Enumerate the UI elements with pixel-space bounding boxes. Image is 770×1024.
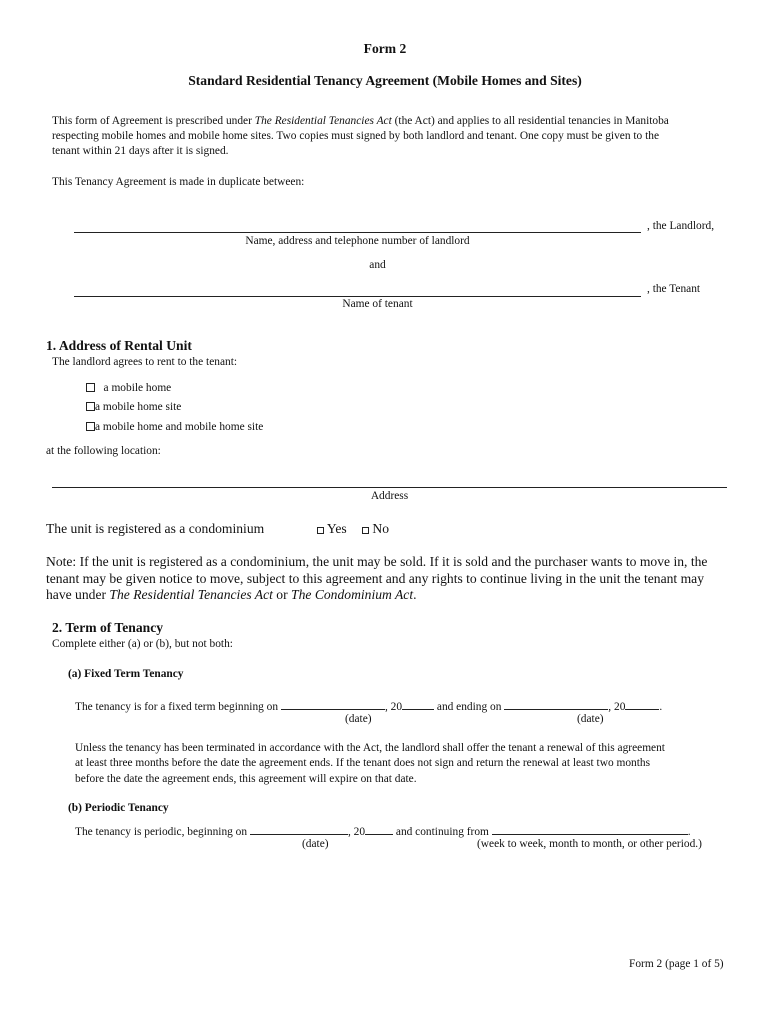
address-caption: Address — [370, 490, 409, 502]
periodic-period-field[interactable] — [492, 823, 688, 835]
note-line-2: tenant may be given notice to move, subject to this agreement and any rights to continue living in the unit the tenant may — [46, 571, 705, 586]
duplicate-statement: This Tenancy Agreement is made in duplicate between: — [52, 176, 305, 188]
fixed-start-date-field[interactable] — [281, 698, 385, 710]
act-title: The Condominium Act — [291, 587, 414, 602]
checkbox[interactable] — [86, 402, 95, 411]
address-line[interactable] — [52, 487, 727, 488]
condo-yes-option[interactable]: Yes — [317, 521, 347, 537]
section-1-heading: 1. Address of Rental Unit — [46, 338, 192, 353]
periodic-start-date-field[interactable] — [250, 823, 348, 835]
location-label: at the following location: — [46, 445, 161, 457]
section-2-intro: Complete either (a) or (b), but not both: — [52, 638, 233, 650]
renewal-line-1: Unless the tenancy has been terminated in accordance with the Act, the landlord shall offer the tenant a renewal of this agreement — [75, 742, 665, 754]
option-mobile-home[interactable]: a mobile home — [86, 382, 171, 394]
option-mobile-home-site[interactable]: a mobile home site — [86, 401, 181, 413]
condo-label: The unit is registered as a condominium — [46, 521, 265, 536]
periodic-line: The tenancy is periodic, beginning on , 20 and continuing from . — [75, 823, 691, 838]
fixed-end-date-field[interactable] — [504, 698, 608, 710]
act-title: The Residential Tenancies Act — [254, 115, 392, 127]
checkbox[interactable] — [86, 422, 95, 431]
act-title: The Residential Tenancies Act — [109, 587, 273, 602]
section-1-intro: The landlord agrees to rent to the tenant: — [52, 356, 238, 368]
fixed-term-line: The tenancy is for a fixed term beginning on , 20 and ending on , 20 . — [75, 698, 662, 713]
option-home-and-site[interactable]: a mobile home and mobile home site — [86, 421, 263, 433]
intro-line-2: respecting mobile homes and mobile home sites. Two copies must signed by both landlord and tenant. One copy must be given to the — [52, 130, 660, 142]
end-date-caption: (date) — [577, 713, 604, 725]
landlord-caption: Name, address and telephone number of landlord — [245, 235, 470, 247]
start-date-caption: (date) — [345, 713, 372, 725]
and-text: and — [369, 259, 386, 271]
fixed-end-year-field[interactable] — [625, 698, 659, 710]
landlord-suffix: , the Landlord, — [647, 220, 715, 232]
note-line-1: Note: If the unit is registered as a condominium, the unit may be sold. If it is sold and the purchaser wants to move in, the — [46, 554, 708, 569]
tenant-caption: Name of tenant — [342, 298, 413, 310]
section-2-heading: 2. Term of Tenancy — [52, 620, 164, 635]
renewal-line-3: before the date the agreement ends, this agreement will expire on that date. — [75, 773, 417, 785]
note-line-3: have under The Residential Tenancies Act or The Condominium Act. — [46, 587, 417, 602]
intro-line-1: This form of Agreement is prescribed under The Residential Tenancies Act (the Act) and applies to all residential tenancies in Manitoba — [52, 115, 669, 127]
checkbox[interactable] — [86, 383, 95, 392]
periodic-start-year-field[interactable] — [365, 823, 393, 835]
checkbox[interactable] — [317, 527, 324, 534]
form-number: Form 2 — [363, 41, 407, 56]
tenant-line[interactable] — [74, 296, 641, 297]
landlord-line[interactable] — [74, 232, 641, 233]
fixed-term-heading: (a) Fixed Term Tenancy — [68, 668, 184, 680]
checkbox[interactable] — [362, 527, 369, 534]
renewal-line-2: at least three months before the date the agreement ends. If the tenant does not sign and return the renewal at least two months — [75, 757, 651, 769]
condo-no-option[interactable]: No — [362, 521, 389, 537]
fixed-start-year-field[interactable] — [402, 698, 434, 710]
tenant-suffix: , the Tenant — [647, 283, 701, 295]
period-caption: (week to week, month to month, or other period.) — [477, 838, 702, 850]
intro-line-3: tenant within 21 days after it is signed. — [52, 145, 229, 157]
periodic-heading: (b) Periodic Tenancy — [68, 802, 169, 814]
page-title: Standard Residential Tenancy Agreement (Mobile Homes and Sites) — [188, 73, 582, 88]
page-indicator: Form 2 (page 1 of 5) — [629, 958, 724, 970]
periodic-date-caption: (date) — [302, 838, 329, 850]
